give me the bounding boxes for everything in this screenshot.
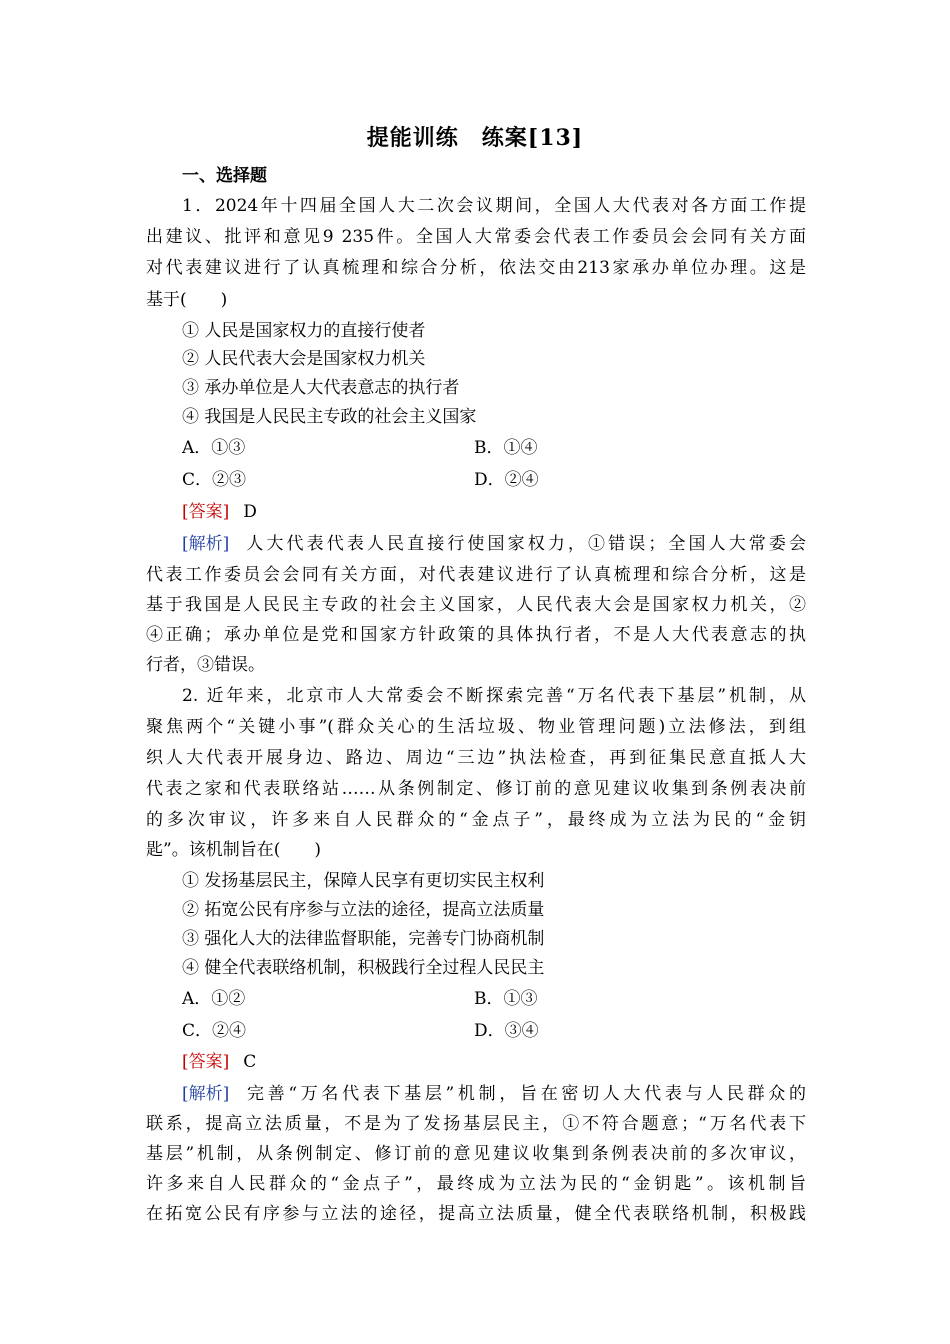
q1-item-3: ③ 承办单位是人大代表意志的执行者 — [182, 378, 460, 398]
q2-option-a: A．①② — [182, 989, 246, 1009]
section-heading: 一、选择题 — [182, 166, 267, 186]
q1-stem-line-2: 出建议、批评和意见9 235件。全国人大常委会代表工作委员会会同有关方面 — [146, 227, 806, 247]
q2-answer-row — [182, 1050, 806, 1074]
q2-option-b: B．①③ — [474, 989, 538, 1009]
q2-stem-line-6: 匙”。该机制旨在( ) — [146, 840, 321, 860]
q1-stem-line-3: 对代表建议进行了认真梳理和综合分析，依法交由213家承办单位办理。这是 — [146, 258, 806, 278]
q1-answer-tag: [答案] — [182, 502, 230, 522]
q2-stem-line-1: 2. 近年来，北京市人大常委会不断探索完善“万名代表下基层”机制，从 — [182, 686, 806, 706]
q1-answer-value: D — [243, 502, 257, 522]
q2-analysis-tag: [解析] — [182, 1084, 230, 1104]
q2-analysis-line-4: 许多来自人民群众的“金点子”，最终成为立法为民的“金钥匙”。该机制旨 — [146, 1174, 806, 1194]
q1-analysis-text-1: 人大代表代表人民直接行使国家权力，①错误；全国人大常委会 — [243, 534, 806, 554]
q2-stem-line-5: 的多次审议，许多来自人民群众的“金点子”，最终成为立法为民的“金钥 — [146, 810, 806, 830]
q1-analysis-line-3: 基于我国是人民民主专政的社会主义国家，人民代表大会是国家权力机关，② — [146, 595, 806, 615]
q1-answer-row — [182, 500, 806, 524]
q2-item-2: ② 拓宽公民有序参与立法的途径，提高立法质量 — [182, 900, 545, 920]
q2-option-c: C．②④ — [182, 1021, 247, 1041]
q1-analysis-line-2: 代表工作委员会会同有关方面，对代表建议进行了认真梳理和综合分析，这是 — [146, 565, 806, 585]
q2-analysis-text-1: 完善“万名代表下基层”机制，旨在密切人大代表与人民群众的 — [243, 1084, 806, 1104]
q2-answer-tag: [答案] — [182, 1052, 230, 1072]
page-title: 提能训练 练案[13] — [366, 125, 584, 151]
q2-analysis-line-2: 联系，提高立法质量，不是为了发扬基层民主，①不符合题意；“万名代表下 — [146, 1114, 806, 1134]
q1-stem-line-1: 1．2024年十四届全国人大二次会议期间，全国人大代表对各方面工作提 — [182, 196, 806, 216]
q1-analysis-line-5: 行者，③错误。 — [146, 655, 265, 675]
q1-option-d: D．②④ — [474, 470, 539, 490]
q2-item-3: ③ 强化人大的法律监督职能，完善专门协商机制 — [182, 929, 545, 949]
q2-option-d: D．③④ — [474, 1021, 539, 1041]
q2-analysis-line-5: 在拓宽公民有序参与立法的途径，提高立法质量，健全代表联络机制，积极践 — [146, 1204, 806, 1224]
q1-item-1: ① 人民是国家权力的直接行使者 — [182, 321, 426, 341]
q2-stem-line-4: 代表之家和代表联络站……从条例制定、修订前的意见建议收集到条例表决前 — [146, 779, 806, 799]
q2-analysis-line-1 — [182, 1082, 806, 1106]
q1-analysis-line-1 — [182, 532, 806, 556]
q1-analysis-line-4: ④正确；承办单位是党和国家方针政策的具体执行者，不是人大代表意志的执 — [146, 625, 806, 645]
q1-stem-line-4: 基于( ) — [146, 290, 228, 310]
q1-option-a: A．①③ — [182, 438, 246, 458]
q2-stem-line-2: 聚焦两个“关键小事”(群众关心的生活垃圾、物业管理问题)立法修法，到组 — [146, 717, 806, 737]
q1-option-b: B．①④ — [474, 438, 538, 458]
q2-analysis-line-3: 基层”机制，从条例制定、修订前的意见建议收集到条例表决前的多次审议， — [146, 1144, 806, 1164]
q2-item-1: ① 发扬基层民主，保障人民享有更切实民主权利 — [182, 871, 545, 891]
q2-item-4: ④ 健全代表联络机制，积极践行全过程人民民主 — [182, 958, 545, 978]
q2-stem-line-3: 织人大代表开展身边、路边、周边“三边”执法检查，再到征集民意直抵人大 — [146, 748, 806, 768]
q1-option-c: C．②③ — [182, 470, 247, 490]
q2-answer-value: C — [243, 1052, 257, 1072]
q1-item-4: ④ 我国是人民民主专政的社会主义国家 — [182, 407, 477, 427]
q1-item-2: ② 人民代表大会是国家权力机关 — [182, 349, 426, 369]
q1-analysis-tag: [解析] — [182, 534, 230, 554]
